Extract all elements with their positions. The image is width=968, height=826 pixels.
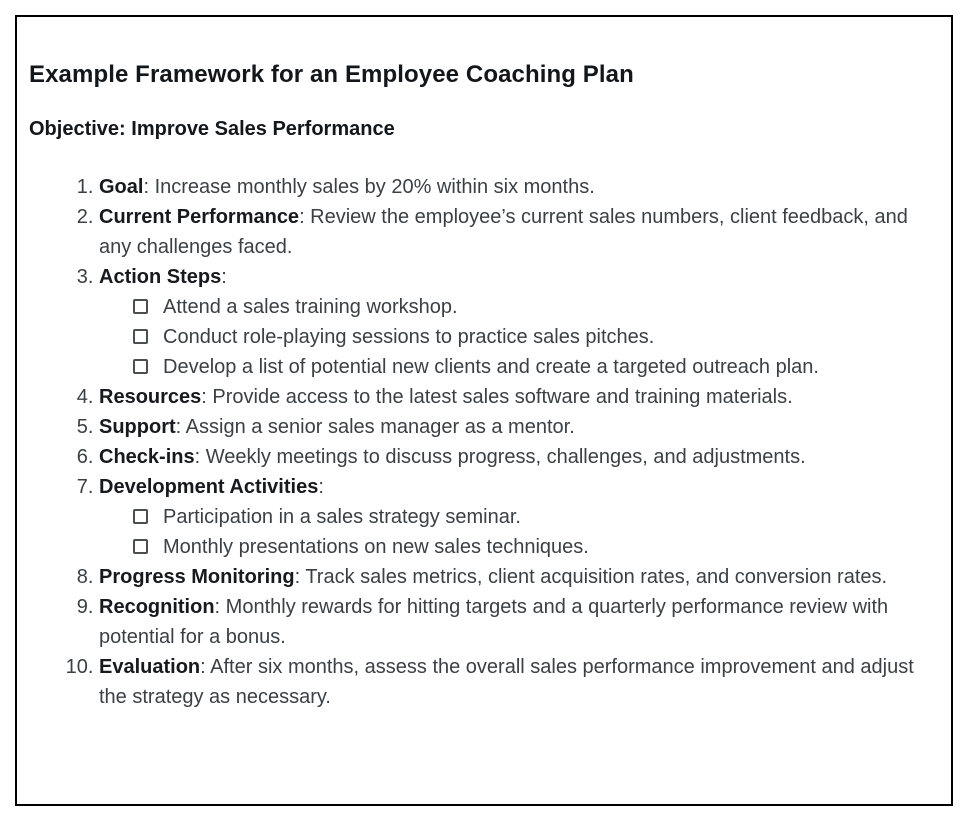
checklist-item [133,352,937,382]
plan-item [99,172,937,202]
plan-item [99,382,937,412]
checklist-item [133,292,937,322]
plan-item-text: : Monthly rewards for hitting targets and a quarterly performance review with potential for a bonus. [99,596,889,648]
plan-item-term: Resources [99,386,202,408]
plan-item-text: : [221,266,227,288]
plan-item [99,472,937,562]
checklist-item-label: Develop a list of potential new clients and create a targeted outreach plan. [163,356,819,378]
plan-item-term: Support [99,416,176,438]
plan-item-term: Evaluation [99,656,201,678]
plan-item-text: : Weekly meetings to discuss progress, challenges, and adjustments. [194,446,806,468]
checkbox-icon[interactable] [133,299,148,314]
page-title: Example Framework for an Employee Coaching Plan [29,61,634,88]
plan-item [99,442,937,472]
plan-item [99,592,937,652]
checkbox-icon[interactable] [133,539,148,554]
plan-item-term: Current Performance [99,206,300,228]
plan-item [99,562,937,592]
document-frame [15,15,953,806]
plan-item [99,412,937,442]
checklist [99,502,937,562]
plan-item-term: Action Steps [99,266,222,288]
plan-item-text: : [318,476,324,498]
checkbox-icon[interactable] [133,329,148,344]
plan-item-text: : Review the employee’s current sales numbers, client feedback, and any challenges faced. [99,206,908,258]
plan-item-term: Goal [99,176,144,198]
checklist-item-label: Monthly presentations on new sales techniques. [163,536,589,558]
checkbox-icon[interactable] [133,359,148,374]
plan-item-term: Recognition [99,596,215,618]
plan-item-term: Check-ins [99,446,195,468]
plan-item-text: : After six months, assess the overall sales performance improvement and adjust the strategy as necessary. [99,656,914,708]
checklist-item-label: Participation in a sales strategy seminar. [163,506,521,528]
checkbox-icon[interactable] [133,509,148,524]
checklist-item [133,502,937,532]
checklist-item [133,532,937,562]
plan-item [99,262,937,382]
checklist-item [133,322,937,352]
checklist-item-label: Conduct role-playing sessions to practice sales pitches. [163,326,655,348]
objective-heading: Objective: Improve Sales Performance [29,118,395,140]
plan-item-text: : Assign a senior sales manager as a mentor. [175,416,575,438]
plan-item-text: : Track sales metrics, client acquisition rates, and conversion rates. [294,566,888,588]
plan-item-text: : Increase monthly sales by 20% within six months. [143,176,595,198]
plan-item [99,652,937,712]
checklist [99,292,937,382]
plan-item-term: Development Activities [99,476,319,498]
coaching-plan-list [29,172,937,712]
checklist-item-label: Attend a sales training workshop. [163,296,458,318]
plan-item-text: : Provide access to the latest sales software and training materials. [201,386,793,408]
plan-item-term: Progress Monitoring [99,566,295,588]
plan-item [99,202,937,262]
